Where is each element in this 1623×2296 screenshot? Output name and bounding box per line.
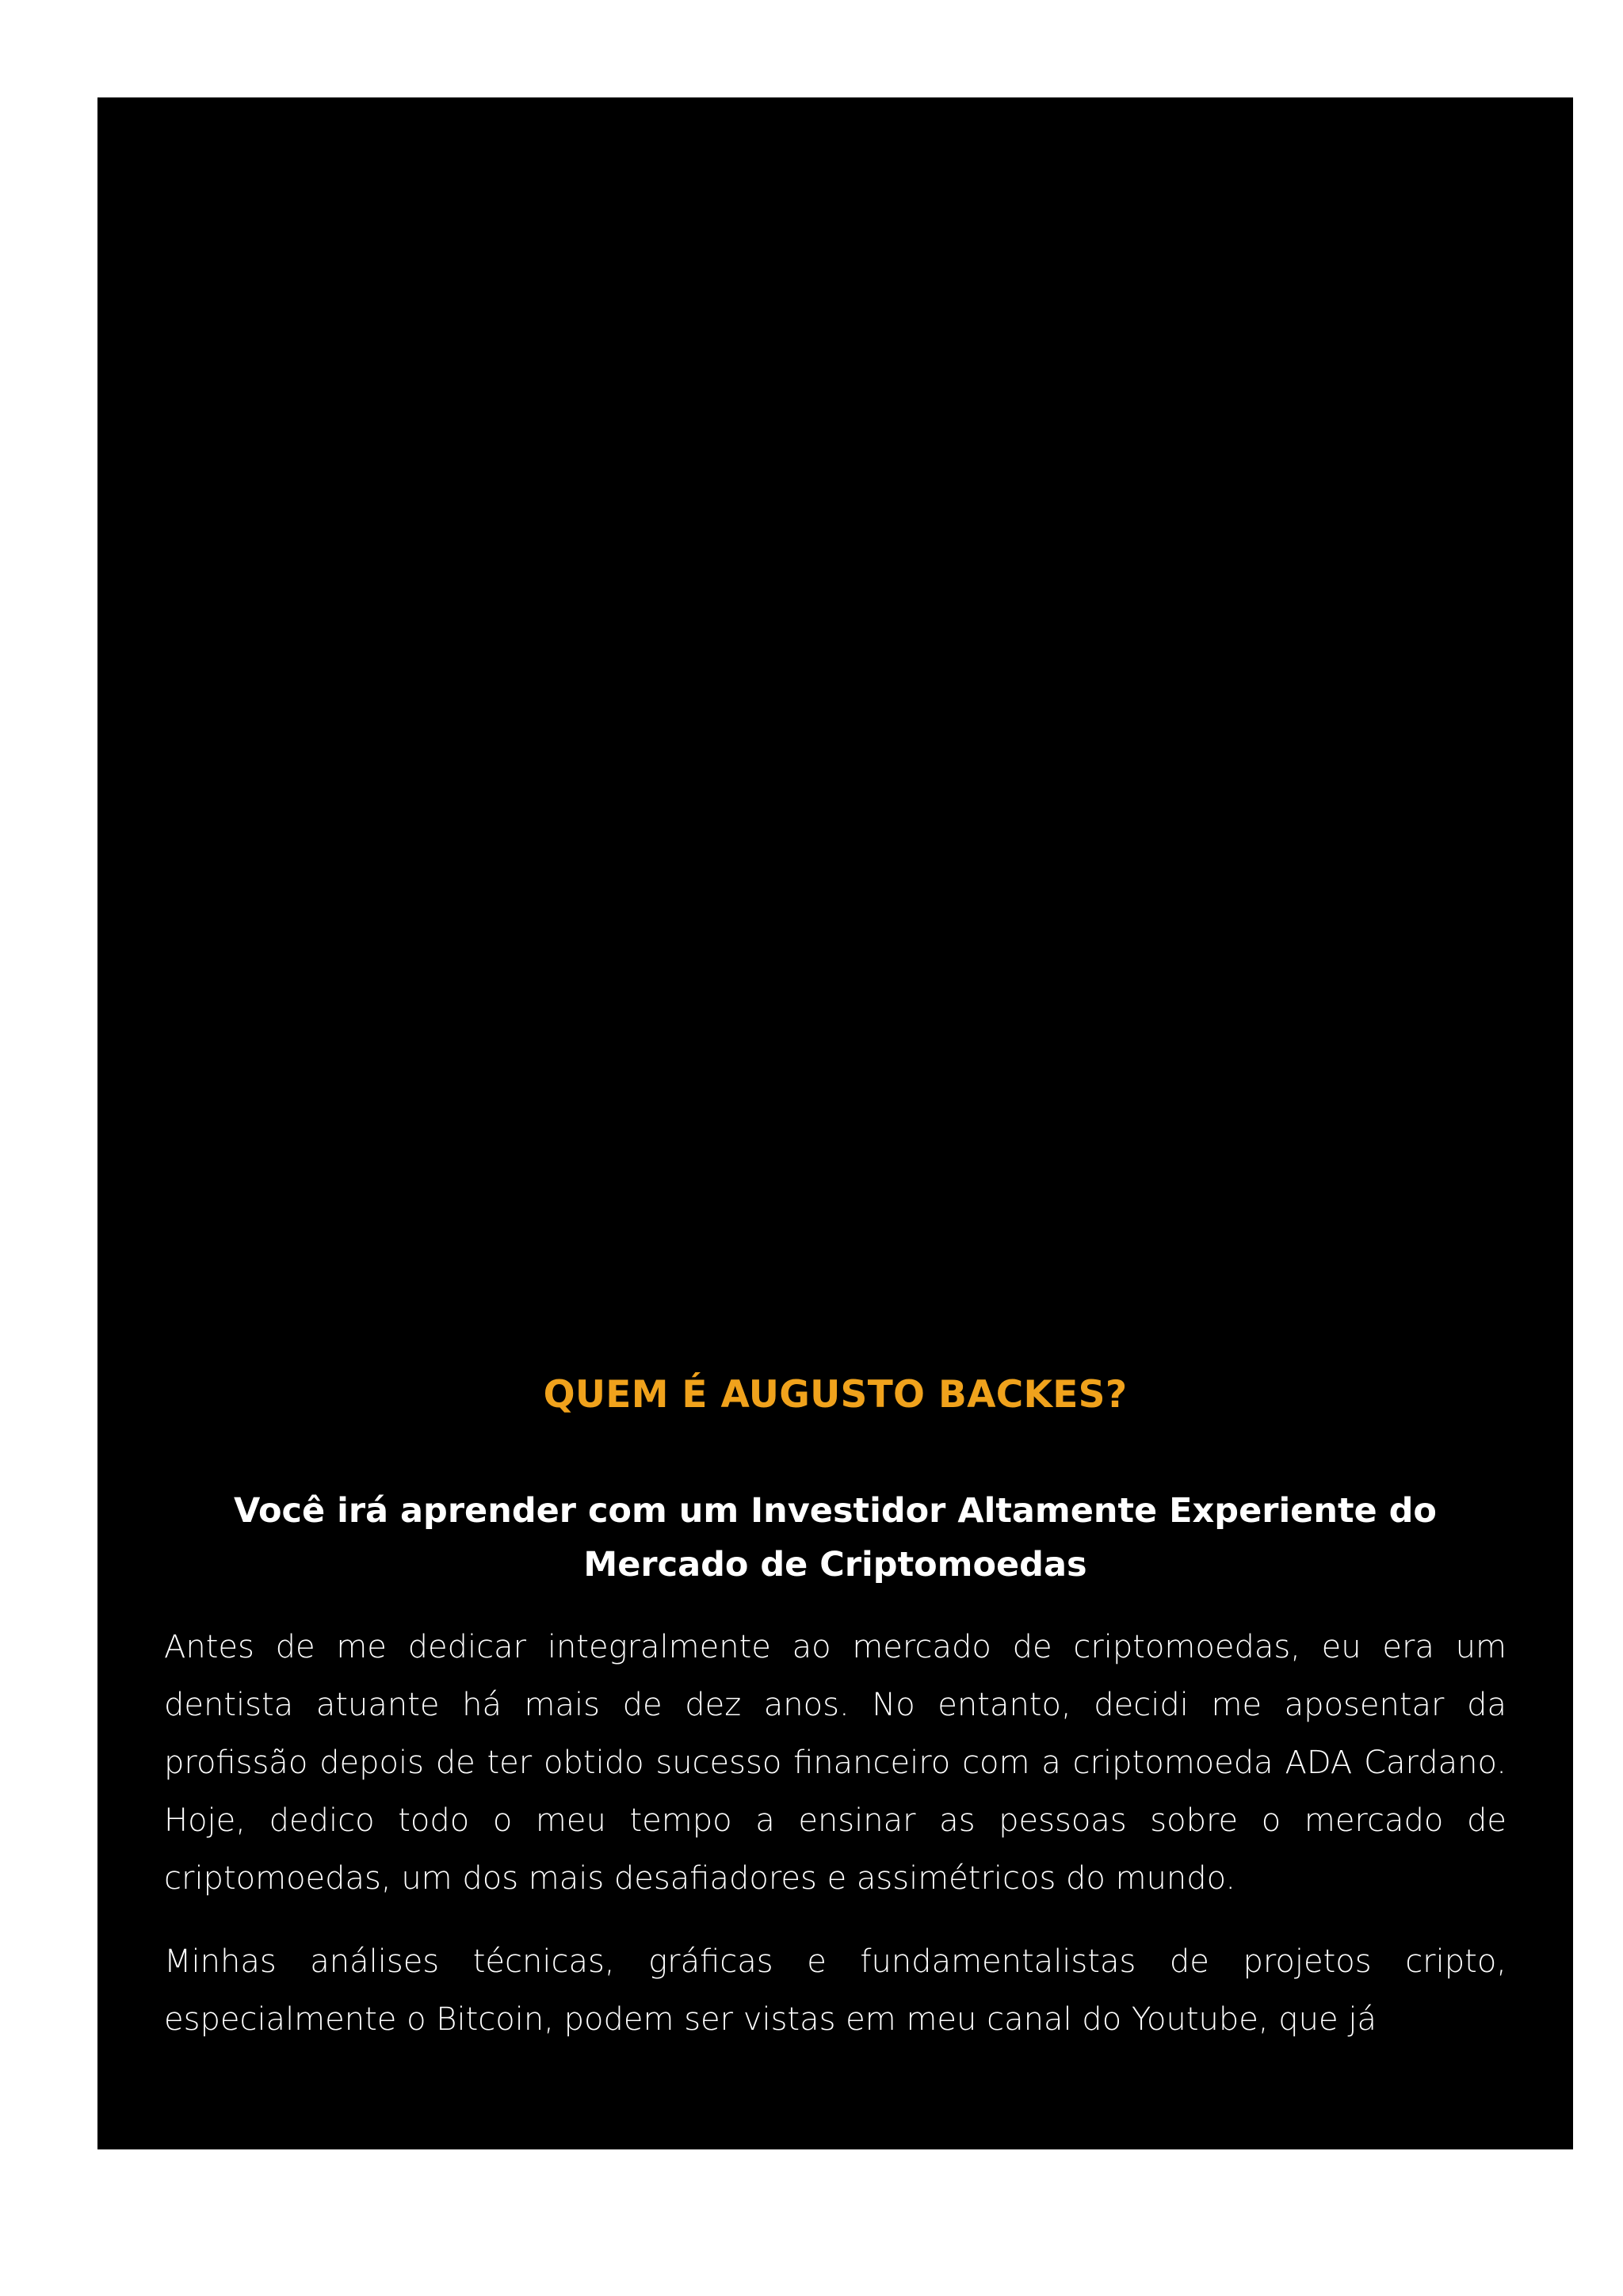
author-section-panel (97, 97, 1573, 2149)
body-paragraph-1: Antes de me dedicar integralmente ao mercado de criptomoedas, eu era um dentista atuante há mais de dez anos. No entanto, decidi me aposentar da profissão depois de ter obtido sucesso financeiro com a criptomoeda ADA Cardano. Hoje, dedico todo o meu tempo a ensinar as pessoas sobre o mercado de criptomoedas, um dos mais desafiadores e assimétricos do mundo. (164, 1629, 1507, 1897)
body-paragraph-2: Minhas análises técnicas, gráficas e fundamentalistas de projetos cripto, especialmente o Bitcoin, podem ser vistas em meu canal do Youtube, que já (164, 1943, 1507, 2039)
section-subtitle: Você irá aprender com um Investidor Altamente Experiente do Mercado de Criptomoedas (234, 1491, 1437, 1585)
section-title: QUEM É AUGUSTO BACKES? (543, 1373, 1128, 1417)
author-photo-area (97, 97, 1573, 1349)
author-section-content (164, 1373, 1507, 2049)
